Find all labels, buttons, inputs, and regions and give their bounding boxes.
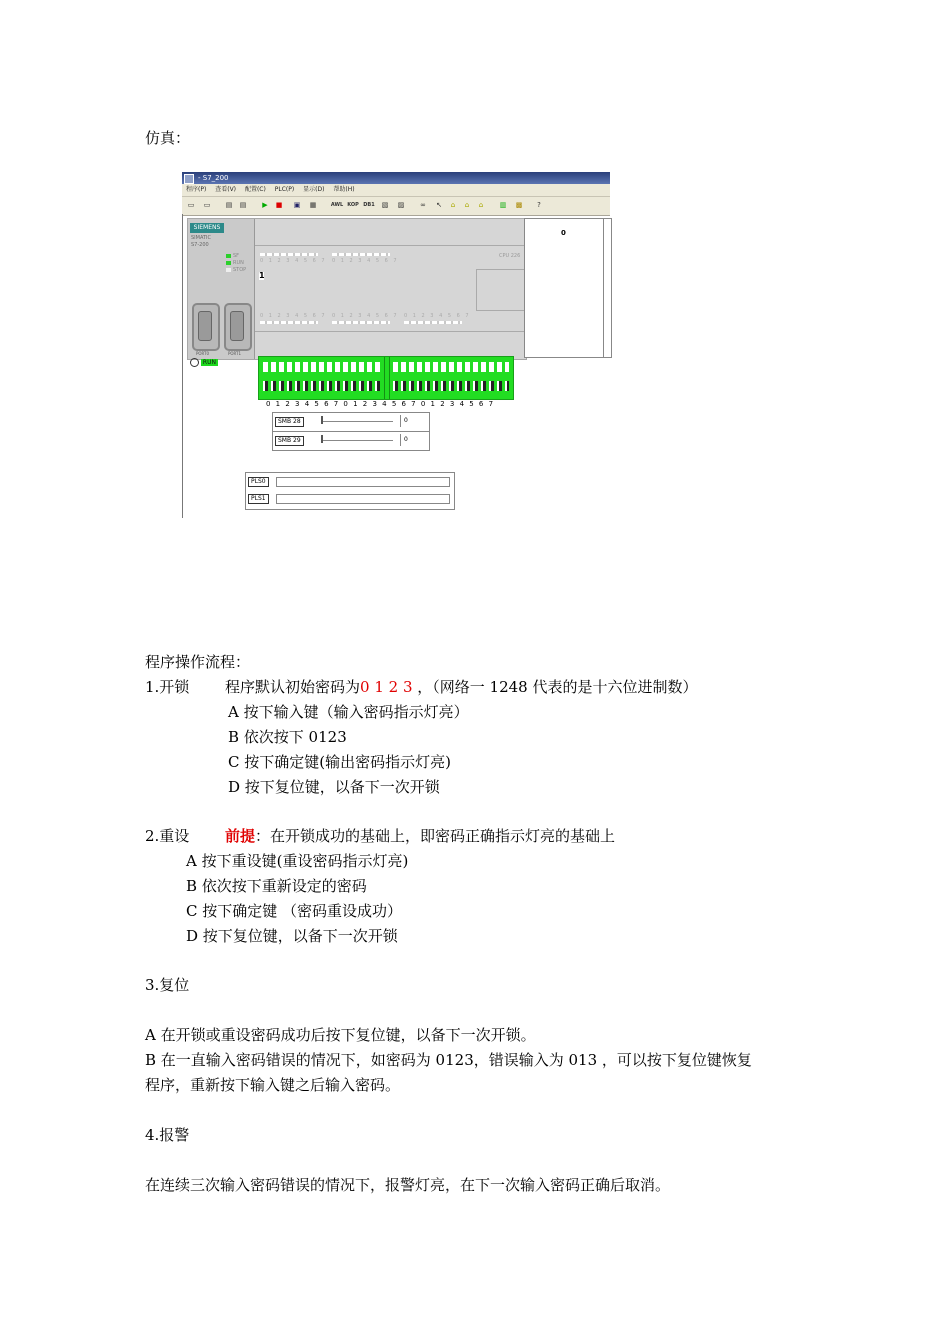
bits-top-b: 0 1 2 3 4 5 6 7 (332, 258, 399, 264)
lock3-icon[interactable]: ⌂ (478, 201, 484, 209)
copy-icon[interactable]: ▤ (239, 201, 247, 209)
step1-item-b: B 依次按下 0123 (228, 728, 347, 746)
variable-panel (524, 218, 604, 358)
menu-plc[interactable]: PLC(P) (274, 186, 295, 193)
premise-label: 前提 (225, 827, 256, 845)
plc-model: SIMATIC S7-200 (191, 235, 212, 248)
lock-icon[interactable]: ⌂ (450, 201, 456, 209)
simulator-screenshot (182, 172, 612, 518)
program-icon[interactable]: ▦ (309, 201, 317, 209)
flow-title: 程序操作流程： (145, 653, 251, 671)
menu-display[interactable]: 显示(D) (303, 186, 325, 193)
port0-label: PORT0 (196, 351, 210, 356)
step3-text-b2: 程序，重新按下输入键之后输入密码。 (145, 1076, 401, 1094)
divider (255, 331, 526, 332)
pls0-label: PLS0 (248, 477, 269, 487)
simulator-menubar (182, 184, 610, 196)
pointer-icon[interactable]: ↖ (436, 201, 442, 209)
switch-bottom-row-left[interactable] (263, 381, 381, 391)
eye-icon (190, 358, 199, 367)
awl-button[interactable]: AWL (330, 202, 344, 208)
settings-icon[interactable]: ▩ (515, 201, 523, 209)
menu-help[interactable]: 帮助(H) (333, 186, 355, 193)
expansion-slot (476, 269, 526, 311)
step1-item-a: A 按下输入键（输入密码指示灯亮） (228, 703, 469, 721)
step4-heading: 4.报警 (145, 1126, 190, 1144)
step2-desc-text: ：在开锁成功的基础上，即密码正确指示灯亮的基础上 (255, 827, 616, 845)
simulator-toolbar (182, 196, 610, 216)
siemens-logo: SIEMENS (190, 223, 224, 233)
step1-item-c: C 按下确定键(输出密码指示灯亮) (228, 753, 451, 771)
step2-item-b: B 依次按下重新设定的密码 (186, 877, 367, 895)
plc-left-panel (188, 219, 255, 359)
step2-desc (225, 826, 615, 846)
output-leds-a (260, 253, 318, 256)
print-icon[interactable]: ▤ (225, 201, 233, 209)
smb28-value[interactable]: 0 (400, 415, 430, 427)
stop-icon[interactable]: ■ (275, 201, 283, 209)
plc-module (187, 218, 527, 360)
default-password: 0 1 2 3 (360, 678, 413, 696)
pls0-row (248, 475, 452, 489)
step1-desc-a: 程序默认初始密码为 (225, 678, 361, 696)
smb29-value[interactable]: 0 (400, 434, 430, 446)
table-icon[interactable]: ▨ (397, 201, 405, 209)
run-icon[interactable]: ▶ (262, 201, 268, 209)
chart-icon[interactable]: ▥ (499, 201, 507, 209)
step4-text: 在连续三次输入密码错误的情况下，报警灯亮，在下一次输入密码正确后取消。 (145, 1176, 671, 1194)
bits-bottom-b: 0 1 2 3 4 5 6 7 (332, 313, 399, 319)
step3-text-b1: B 在一直输入密码错误的情况下，如密码为 0123，错误输入为 013 ，可以按下复位键恢复 (145, 1051, 752, 1069)
step2-heading: 2.重设 (145, 827, 190, 845)
bits-top-a: 0 1 2 3 4 5 6 7 (260, 258, 327, 264)
run-indicator: RUN (202, 359, 216, 366)
save-icon[interactable]: ▭ (203, 201, 211, 209)
variable-value: 0 (561, 229, 566, 237)
menu-program[interactable]: 程序(P) (186, 186, 207, 193)
monitor-icon[interactable]: ▣ (293, 201, 301, 209)
step3-heading: 3.复位 (145, 976, 190, 994)
bits-bottom-c: 0 1 2 3 4 5 6 7 (404, 313, 471, 319)
pls1-label: PLS1 (248, 494, 269, 504)
smb29-label: SMB 29 (275, 436, 304, 446)
run-status (190, 358, 218, 367)
kop-button[interactable]: KOP (347, 202, 359, 208)
switch-numbers: 0 1 2 3 4 5 6 7 0 1 2 3 4 5 6 7 0 1 2 3 4 5 6 7 (266, 400, 495, 408)
step1-desc-b: ，（网络一 1248 代表的是十六位进制数） (412, 678, 698, 696)
port1-connector (224, 303, 252, 351)
window-border (182, 214, 183, 518)
pls1-bar (276, 494, 450, 504)
step2-item-d: D 按下复位键，以备下一次开锁 (186, 927, 398, 945)
switch-top-row-right[interactable] (393, 362, 509, 372)
output-leds-b (332, 253, 390, 256)
cpu-label: CPU 226 (499, 253, 521, 259)
status-leds (226, 253, 246, 274)
app-icon (184, 174, 194, 184)
variable-panel-edge (603, 218, 612, 358)
switch-divider (384, 357, 390, 399)
plc-display-digit: 1 (259, 271, 265, 280)
step3-text-a: A 在开锁或重设密码成功后按下复位键，以备下一次开锁。 (145, 1026, 536, 1044)
input-leds-a (260, 321, 318, 324)
switch-top-row-left[interactable] (263, 362, 381, 372)
db1-button[interactable]: DB1 (363, 202, 375, 208)
step2-item-c: C 按下确定键 （密码重设成功） (186, 902, 403, 920)
pulse-outputs (245, 472, 455, 510)
led-sf: SF (233, 253, 240, 259)
led-run: RUN (233, 260, 244, 266)
lock2-icon[interactable]: ⌂ (464, 201, 470, 209)
open-icon[interactable]: ▭ (187, 201, 195, 209)
led-stop: STOP (233, 267, 247, 273)
input-leds-b (332, 321, 390, 324)
smb28-track (321, 421, 393, 422)
pls1-row (248, 492, 452, 506)
smb28-slider[interactable] (321, 416, 323, 424)
port1-label: PORT1 (228, 351, 242, 356)
pls0-bar (276, 477, 450, 487)
step1-heading: 1.开锁 (145, 678, 190, 696)
input-leds-c (404, 321, 462, 324)
step1-desc (225, 677, 697, 697)
simulator-title: - S7_200 (198, 174, 229, 182)
simulator-titlebar (182, 172, 610, 184)
help-icon[interactable]: ? (537, 201, 541, 209)
smb28-control (272, 412, 430, 432)
smb29-slider[interactable] (321, 435, 323, 443)
section-heading-simulation: 仿真： (145, 129, 191, 147)
glasses-icon[interactable]: ∞ (420, 201, 426, 209)
smb29-track (321, 440, 393, 441)
step1-item-d: D 按下复位键，以备下一次开锁 (228, 778, 440, 796)
port0-connector (192, 303, 220, 351)
input-switch-block (258, 356, 514, 400)
switch-bottom-row-right[interactable] (393, 381, 509, 391)
state-table-icon[interactable]: ▧ (381, 201, 389, 209)
menu-view[interactable]: 查看(V) (215, 186, 237, 193)
smb28-label: SMB 28 (275, 417, 304, 427)
menu-config[interactable]: 配置(C) (244, 186, 266, 193)
divider (255, 245, 526, 246)
smb29-control (272, 431, 430, 451)
step2-item-a: A 按下重设键(重设密码指示灯亮) (186, 852, 409, 870)
bits-bottom-a: 0 1 2 3 4 5 6 7 (260, 313, 327, 319)
